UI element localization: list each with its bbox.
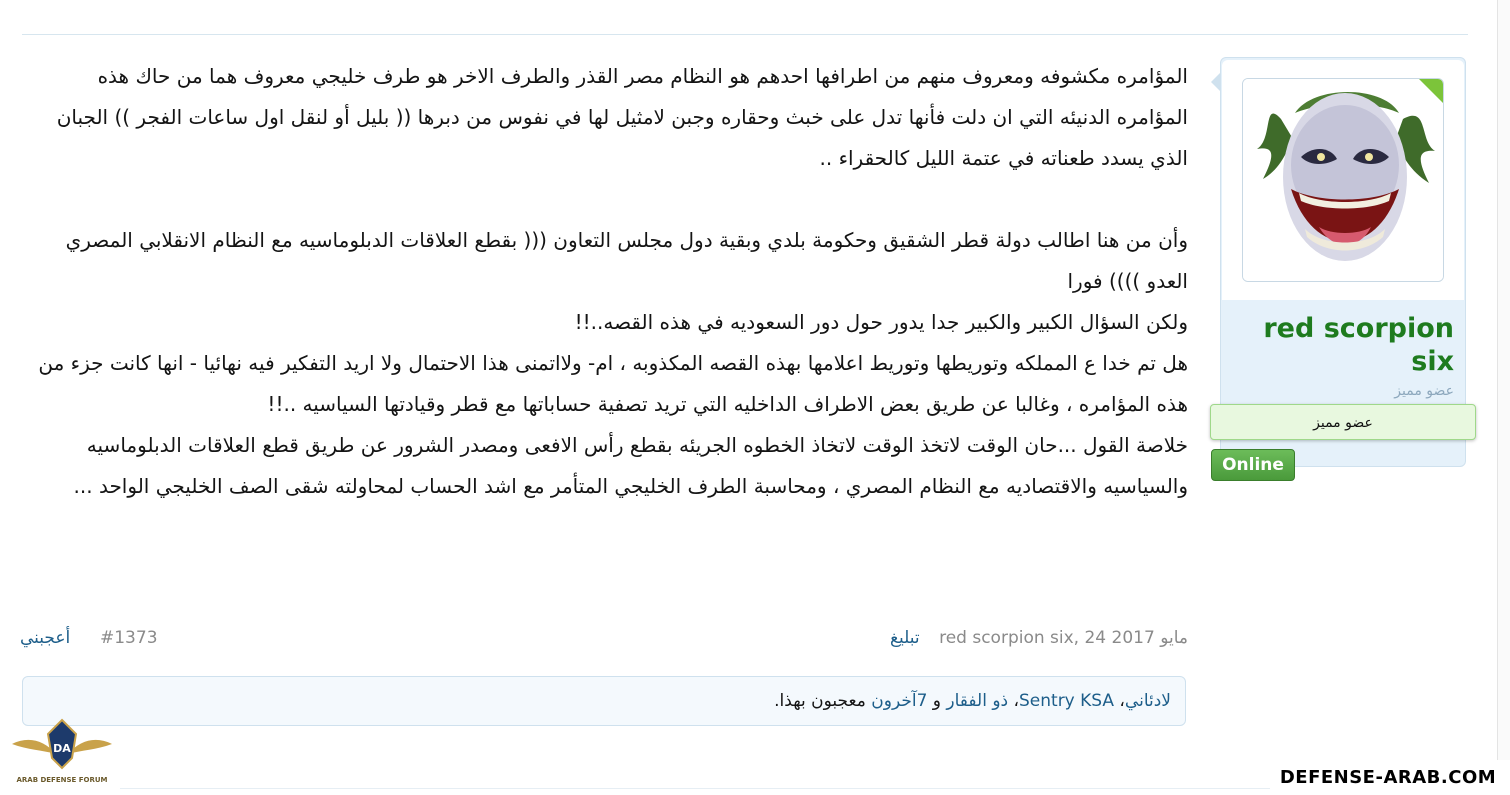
joker-avatar-icon [1243, 79, 1444, 282]
likes-summary [22, 676, 1186, 726]
other-likers-link[interactable]: 7آخرون [871, 691, 928, 711]
avatar[interactable] [1242, 78, 1444, 282]
forum-logo-name: ARAB DEFENSE FORUM [16, 776, 108, 784]
site-watermark: DEFENSE-ARAB.COM [1270, 765, 1506, 791]
post-paragraph: ولكن السؤال الكبير والكبير جدا يدور حول دور السعوديه في هذه القصه..!! [574, 310, 1188, 334]
svg-text:DA: DA [53, 742, 71, 755]
likes-separator: ، [1008, 691, 1019, 711]
post-author-date[interactable]: red scorpion six, 24 مايو 2017 [939, 628, 1188, 648]
likes-and: و [927, 691, 947, 711]
forum-logo-emblem-icon [8, 714, 116, 776]
author-username[interactable]: red scorpion six [1263, 313, 1454, 377]
report-link[interactable]: تبليغ [890, 628, 920, 648]
post-number-link[interactable]: #1373 [100, 628, 158, 648]
liker-link[interactable]: ذو الفقار [946, 691, 1009, 711]
paragraph-gap [26, 179, 1188, 220]
post-paragraph: وأن من هنا اطالب دولة قطر الشقيق وحكومة بلدي وبقية دول مجلس التعاون ((( بقطع العلاقات الدبلوماسيه مع النظام الانقلابي المصري العدو )))) فورا [65, 228, 1188, 293]
forum-logo [8, 714, 116, 794]
liker-link[interactable]: لادئاني [1124, 691, 1171, 711]
likes-separator: ، [1114, 691, 1125, 711]
liker-link[interactable]: Sentry KSA [1019, 691, 1115, 711]
online-badge: Online [1211, 449, 1295, 481]
post-paragraph: هل تم خدا ع المملكه وتوريطها وتوريط اعلامها بهذه القصه المكذوبه ، ام- ولااتمنى هذا الاحتمال ولا اريد التفكير فيه نهائيا - انها كانت جزء من هذه المؤامره ، وغالبا عن طريق بعض الاطراف الداخليه التي تريد تصفية حساباتها مع قطر وقيادتها السياسيه ..!! [38, 351, 1188, 416]
divider [22, 34, 1468, 35]
post-paragraph: خلاصة القول ...حان الوقت لاتخذ الوقت لاتخاذ الخطوه الجريئه بقطع رأس الافعى ومصدر الشرور عن طريق قطع العلاقات الدبلوماسيه والسياسيه والاقتصاديه مع النظام المصري ، ومحاسبة الطرف الخليجي المتأمر مع اشد الحساب لمحاولته شقى الصف الخليجي الواحد ... [73, 433, 1188, 498]
panel-pointer [1211, 72, 1221, 92]
post-meta [830, 628, 1188, 648]
like-button[interactable]: أعجبني [20, 628, 71, 648]
post-paragraph: المؤامره مكشوفه ومعروف منهم من اطرافها احدهم هو النظام مصر القذر والطرف الاخر هو طرف خليجي معروف هما من حاك هذه المؤامره الدنيئه التي ان دلت فأنها تدل على خبث وحقاره وجبن لامثيل لها في نفوس من دبرها (( بليل أو لنقل اول ساعات الفجر )) الجبان الذي يسدد طعناته في عتمة الليل كالحقراء .. [56, 64, 1188, 170]
post-content [26, 56, 1188, 507]
author-rank-banner: عضو مميز [1210, 404, 1476, 440]
scroll-edge [1497, 0, 1510, 760]
avatar-container [1222, 60, 1464, 300]
author-title: عضو مميز [1394, 383, 1454, 399]
likes-suffix: معجبون بهذا. [774, 691, 872, 711]
online-indicator-icon [1419, 79, 1443, 103]
divider [120, 788, 1460, 789]
